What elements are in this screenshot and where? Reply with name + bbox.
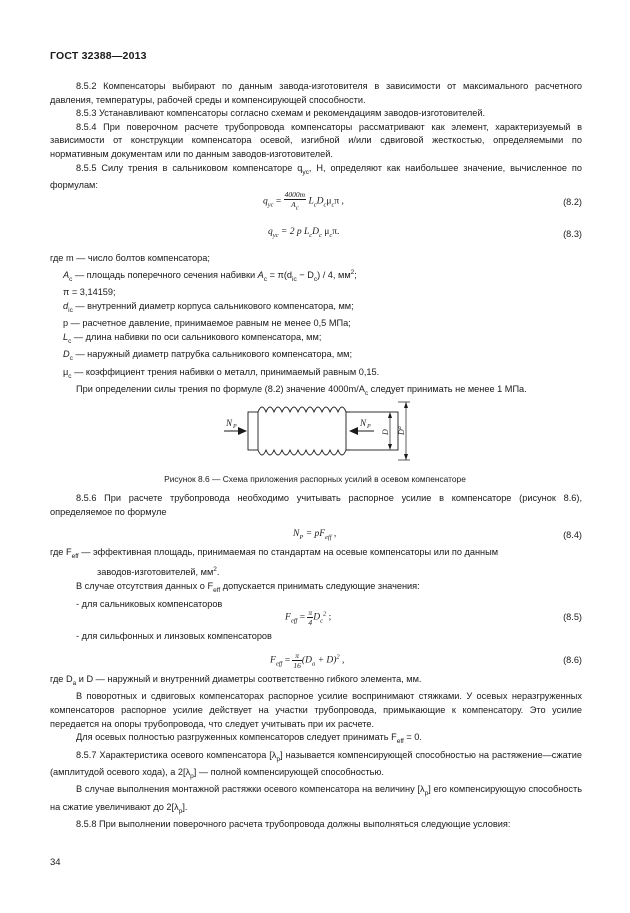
- formula-number-8-3: (8.3): [563, 229, 582, 239]
- for-bellows-compensators: - для сильфонных и линзовых компенсаторов: [76, 631, 272, 641]
- def-ac: $A_c$ — площадь поперечного сечения набивки $A_c = \pi(d_{ic} - D_c) / 4$, $мм^2$;: [63, 268, 357, 283]
- paragraph-8-5-3: 8.5.3 Устанавливают компенсаторы согласно схемам и рекомендациям заводов-изготовителей.: [76, 108, 486, 119]
- def-dc: $D_c$ — наружный диаметр патрубка сальникового компенсатора, мм;: [63, 349, 353, 362]
- page-number: 34: [50, 857, 61, 868]
- intro-block: [50, 80, 582, 193]
- closing-block: [50, 673, 582, 832]
- def-dic: $d_{ic}$ — внутренний диаметр корпуса сальникового компенсатора, мм;: [63, 300, 354, 314]
- paragraph-rotary: В поворотных и сдвиговых компенсаторах распорное усилие воспринимают стяжками. У осевых неразгруженных компенсаторов распорное усилие действует на участки трубопровода, примыкающие к компенсатору. Это усилие передается на опоры трубопровода, что следует учитывать при их расчете.: [50, 691, 582, 729]
- def-da: где $D_a$ и D — наружный и внутренний диаметры соответственно гибкого элемента, мм.: [50, 674, 422, 687]
- def-m: где m — число болтов компенсатора;: [50, 253, 210, 263]
- figure-label-np-left-sub: P: [233, 424, 237, 430]
- figure-axial-compensator: [220, 398, 420, 466]
- paragraph-friction-note: При определении силы трения по формуле (8.2) значение $4000m/A_c$ следует принимать не менее 1 МПа.: [76, 383, 527, 397]
- figure-label-da: D: [397, 429, 406, 435]
- figure-label-np-right: N: [360, 418, 367, 428]
- def-feff: где $F_{eff}$ — эффективная площадь, принимаемая по стандартам на осевые компенсаторы или по данным: [50, 547, 499, 560]
- figure-label-np-left: N: [226, 418, 233, 428]
- def-feff-cont: заводов-изготовителей, $мм^2$.: [97, 566, 220, 578]
- paragraph-8-5-7: 8.5.7 Характеристика осевого компенсатора $[\lambda_р]$ называется компенсирующей способностью на растяжение—сжатие (амплитудой осевого хода), а $2[\lambda_р]$ — полной компенсирующей способностью.: [50, 749, 582, 780]
- section-8-5-6: [50, 492, 582, 519]
- formula-8-6: $F_{eff}$ = $\frac{\pi}{16}$ $(D_a + D)^2$ ,: [270, 651, 345, 670]
- paragraph-unloaded: Для осевых полностью разгруженных компенсаторов следует принимать $F_{eff} = 0$.: [76, 732, 422, 746]
- for-gland-compensators: - для сальниковых компенсаторов: [76, 598, 223, 609]
- figure-label-np-right-sub: P: [367, 424, 371, 430]
- paragraph-8-5-4: 8.5.4 При поверочном расчете трубопровода компенсаторы рассматривают как элемент, характеризуемый в зависимости от конструкции компенсатора осевой, изгибной и/или сдвиговой жесткостью, определяемыми по нормативным документам или по данным заводов-изготовителей.: [50, 121, 582, 159]
- paragraph-8-5-2: 8.5.2 Компенсаторы выбирают по данным завода-изготовителя в зависимости от максимального расчетного давления, температуры, рабочей среды и компенсирующей способности.: [50, 81, 582, 105]
- figure-label-da-sub: a: [397, 426, 403, 429]
- def-p: p — расчетное давление, принимаемое равным не менее 0,5 МПа;: [63, 318, 351, 329]
- formula-8-3: $q_{ус} = 2$ p $L_cD_c$ $\mu_c\pi$.: [268, 227, 340, 239]
- formula-8-5: $F_{eff}$ = $\frac{\pi}{4}$ $D_c^2$ ;: [285, 608, 332, 627]
- formula-number-8-6: (8.6): [563, 655, 582, 665]
- paragraph-8-5-8: 8.5.8 При выполнении поверочного расчета трубопровода должны выполняться следующие условия:: [76, 819, 511, 830]
- bellows-intro: [50, 630, 582, 644]
- formula-number-8-4: (8.4): [563, 530, 582, 540]
- paragraph-8-5-6: 8.5.6 При расчете трубопровода необходимо учитывать распорное усилие в компенсаторе (рисунок 8.6), определяемое по формуле: [50, 493, 582, 517]
- figure-label-d: D: [381, 429, 390, 435]
- paragraph-prestretch: В случае выполнения монтажной растяжки осевого компенсатора на величину $[\lambda_р]$ его компенсирующую способность на сжатие увеличивают до $2[\lambda_р]$.: [50, 784, 583, 815]
- figure-caption: Рисунок 8.6 — Схема приложения распорных усилий в осевом компенсаторе: [164, 474, 466, 484]
- formula-8-2: $q_{ус}$ = $\frac{4000m}{A_c}$ $L_cD_c\mu_c\pi$ ,: [263, 190, 344, 212]
- def-lc: $L_c$ — длина набивки по оси сальникового компенсатора, мм;: [63, 331, 322, 345]
- def-mu: $\mu_c$ — коэффициент трения набивки о металл, принимаемый равным 0,15.: [63, 366, 380, 380]
- formula-number-8-2: (8.2): [563, 197, 582, 207]
- paragraph-8-5-5: 8.5.5 Силу трения в сальниковом компенсаторе $q_{ус}$, Н, определяют как наибольшее значение, вычисленное по формулам:: [50, 162, 582, 190]
- formula-number-8-5: (8.5): [563, 612, 582, 622]
- paragraph-absent-data: В случае отсутствия данных о $F_{eff}$ допускается принимать следующие значения:: [76, 581, 420, 594]
- formula-8-4: $N_P = pF_{eff}$ ,: [293, 529, 337, 541]
- standard-header: ГОСТ 32388—2013: [50, 50, 147, 62]
- def-pi: π = 3,14159;: [63, 287, 116, 298]
- definitions-list: [50, 252, 582, 400]
- feff-definition: [50, 546, 582, 611]
